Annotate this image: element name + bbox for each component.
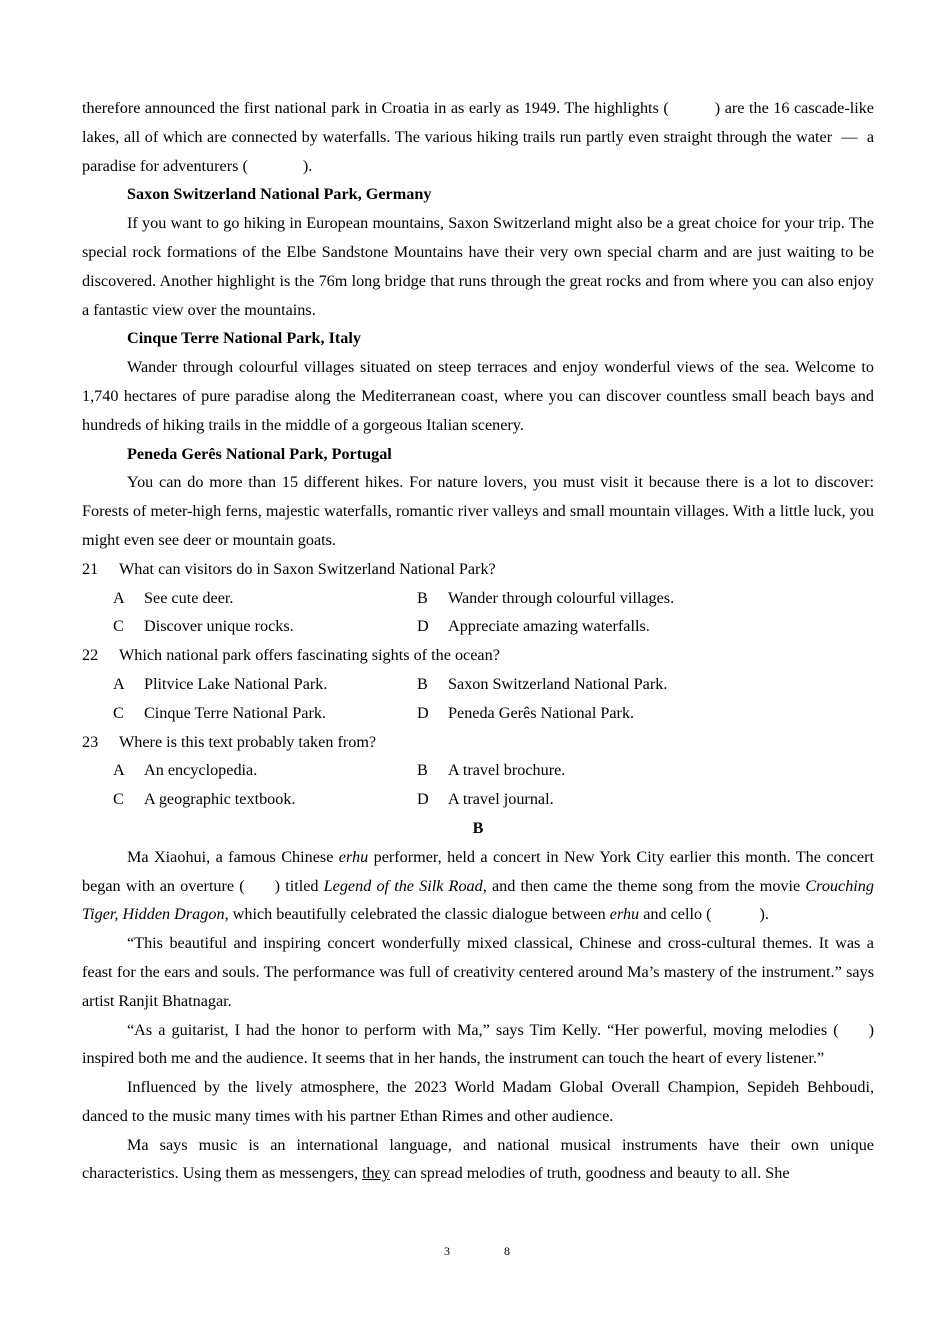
option-d[interactable]: D Peneda Gerês National Park. <box>417 703 635 722</box>
passage-b-paragraph-2: “This beautiful and inspiring concert wonderfully mixed classical, Chinese and cross-cultural themes. It was a feast for the ears and souls. The performance was full of creativity centered around Ma’s mastery of the instrument.” says artist Ranjit Bhatnagar. <box>82 934 874 1010</box>
question-21 <box>82 555 874 641</box>
option-b[interactable]: B Wander through colourful villages. <box>417 588 675 607</box>
question-22 <box>82 641 874 727</box>
question-number: 23 <box>82 732 99 751</box>
passage-a-intro-end: therefore announced the first national park in Croatia in as early as 1949. The highlights ( ) are the 16 cascade-like lakes, all of which are connected by waterfalls. The various hiking trails run partly even straight through the water — a paradise for adventurers ( ). <box>82 99 875 175</box>
question-text: Which national park offers fascinating sights of the ocean? <box>119 646 500 665</box>
park-heading-peneda: Peneda Gerês National Park, Portugal <box>127 444 392 463</box>
document-page <box>82 94 874 1188</box>
option-d[interactable]: D A travel journal. <box>417 790 554 809</box>
question-23 <box>82 728 874 814</box>
passage-b-paragraph-5: Ma says music is an international language, and national musical instruments have their own unique characteristics. Using them as messengers, they can spread melodies of truth, goodness and beauty to all. She <box>82 1135 874 1183</box>
passage-b-paragraph-1: Ma Xiaohui, a famous Chinese erhu performer, held a concert in New York City earlier this month. The concert began with an overture ( ) titled Legend of the Silk Road, and then came the theme song from the movie Crouching Tiger, Hidden Dragon, which beautifully celebrated the classic dialogue between erhu and cello ( ). <box>82 847 874 924</box>
park-text-saxon: If you want to go hiking in European mountains, Saxon Switzerland might also be a great choice for your trip. The special rock formations of the Elbe Sandstone Mountains have their very own special charm and are just waiting to be discovered. Another highlight is the 76m long bridge that runs through the great rocks and from where you can also enjoy a fantastic view over the mountains. <box>82 214 874 319</box>
option-c[interactable]: C A geographic textbook. <box>113 790 296 809</box>
passage-b-paragraph-4: Influenced by the lively atmosphere, the 2023 World Madam Global Overall Champion, Sepideh Behboudi, danced to the music many times with his partner Ethan Rimes and other audience. <box>82 1078 874 1125</box>
park-text-cinque: Wander through colourful villages situated on steep terraces and enjoy wonderful views of the sea. Welcome to 1,740 hectares of pure paradise along the Mediterranean coast, where you can discover countless small beach bays and hundreds of hiking trails in the middle of a gorgeous Italian scenery. <box>82 358 874 434</box>
option-a[interactable]: A See cute deer. <box>113 588 234 607</box>
option-a[interactable]: A Plitvice Lake National Park. <box>113 674 328 693</box>
page-total: 8 <box>504 1244 510 1258</box>
option-d[interactable]: D Appreciate amazing waterfalls. <box>417 617 650 636</box>
option-b[interactable]: B A travel brochure. <box>417 761 566 780</box>
option-a[interactable]: A An encyclopedia. <box>113 761 258 780</box>
park-heading-saxon: Saxon Switzerland National Park, Germany <box>127 185 432 204</box>
question-text: Where is this text probably taken from? <box>119 732 377 751</box>
underlined-word: they <box>362 1164 390 1183</box>
option-b[interactable]: B Saxon Switzerland National Park. <box>417 674 668 693</box>
park-heading-cinque: Cinque Terre National Park, Italy <box>127 329 361 348</box>
page-number: 3 <box>444 1244 450 1258</box>
question-text: What can visitors do in Saxon Switzerland National Park? <box>119 559 496 578</box>
section-b-label: B <box>472 818 484 837</box>
question-number: 21 <box>82 559 99 578</box>
passage-b-paragraph-3: “As a guitarist, I had the honor to perform with Ma,” says Tim Kelly. “Her powerful, moving melodies ( ) inspired both me and the audience. It seems that in her hands, the instrument can touch the heart of every listener.” <box>82 1020 874 1068</box>
question-number: 22 <box>82 646 99 665</box>
option-c[interactable]: C Discover unique rocks. <box>113 617 294 636</box>
park-text-peneda: You can do more than 15 different hikes. For nature lovers, you must visit it because there is a lot to discover: Forests of meter-high ferns, majestic waterfalls, romantic river valleys and small mountain villages. With a little luck, you might even see deer or mountain goats. <box>82 473 874 549</box>
option-c[interactable]: C Cinque Terre National Park. <box>113 703 326 722</box>
